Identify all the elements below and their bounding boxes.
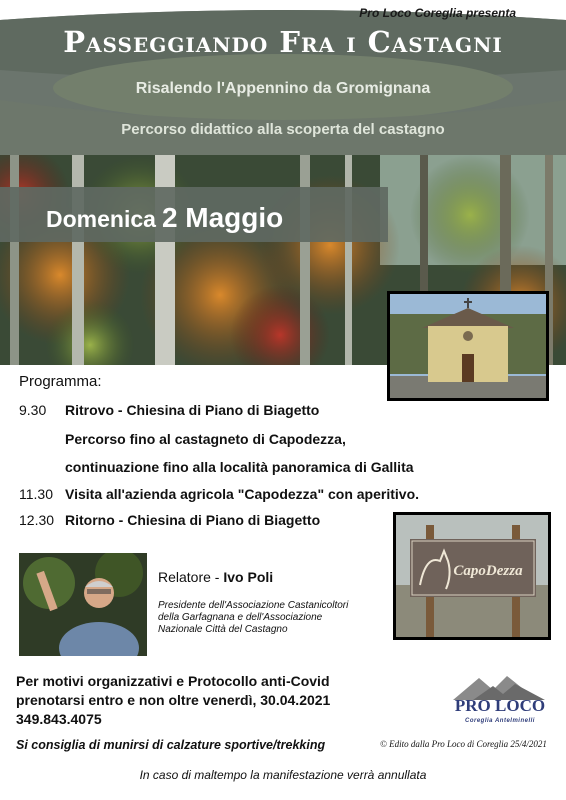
- program-time: 9.30: [19, 402, 47, 418]
- tagline: Percorso didattico alla scoperta del castagno: [121, 121, 445, 138]
- booking-phone: 349.843.4075: [16, 711, 102, 727]
- event-day: Domenica: [46, 206, 156, 232]
- weather-note: In caso di maltempo la manifestazione verrà annullata: [139, 768, 427, 782]
- speaker-description: Presidente dell'Associazione Castanicoltori della Garfagnana e dell'Associazione Nazionale Città del Castagno: [158, 600, 349, 635]
- speaker-line: [158, 569, 273, 585]
- speaker-label: Relatore -: [158, 569, 224, 585]
- event-date-number: 2 Maggio: [161, 202, 284, 233]
- sign-text: CapoDezza: [453, 563, 523, 579]
- program-text: Ritrovo - Chiesina di Piano di Biagetto: [65, 402, 320, 418]
- program-item: [65, 459, 414, 475]
- speaker-name: Ivo Poli: [223, 569, 274, 585]
- program-text: Visita all'azienda agricola "Capodezza" con aperitivo.: [65, 486, 420, 502]
- presenter-text: Pro Loco Coreglia presenta: [359, 6, 516, 20]
- speaker-photo: [19, 553, 147, 656]
- farm-sign-photo: [393, 512, 551, 640]
- speaker-illustration: [19, 553, 147, 656]
- chapel-illustration: [390, 294, 546, 398]
- booking-line-1: Per motivi organizzativi e Protocollo anti-Covid: [16, 673, 330, 689]
- subtitle: Risalendo l'Appennino da Gromignana: [135, 80, 431, 97]
- program-time: 12.30: [19, 512, 55, 528]
- chapel-photo: [387, 291, 549, 401]
- event-date: [46, 202, 283, 234]
- program-text: Percorso fino al castagneto di Capodezza,: [65, 431, 346, 447]
- program-item: [19, 512, 320, 528]
- program-heading: Programma:: [19, 373, 102, 390]
- booking-line-2: prenotarsi entro e non oltre venerdì, 30.04.2021: [16, 692, 331, 708]
- program-text: continuazione fino alla località panoramica di Gallita: [65, 459, 414, 475]
- pro-loco-logo-sub: Coreglia Antelminelli: [465, 718, 535, 724]
- program-item: [19, 486, 419, 502]
- footwear-advice: Si consiglia di munirsi di calzature sportive/trekking: [16, 738, 326, 752]
- farm-sign-illustration: [396, 515, 548, 637]
- booking-note: [16, 672, 330, 729]
- program-item: [65, 431, 346, 447]
- page-title: Passeggiando Fra i Castagni: [63, 25, 503, 59]
- program-item: [19, 402, 319, 418]
- copyright: © Edito dalla Pro Loco di Coreglia 25/4/2021: [380, 739, 547, 749]
- program-time: 11.30: [19, 486, 53, 502]
- pro-loco-logo-text: PRO LOCO: [454, 696, 546, 715]
- program-text: Ritorno - Chiesina di Piano di Biagetto: [65, 512, 321, 528]
